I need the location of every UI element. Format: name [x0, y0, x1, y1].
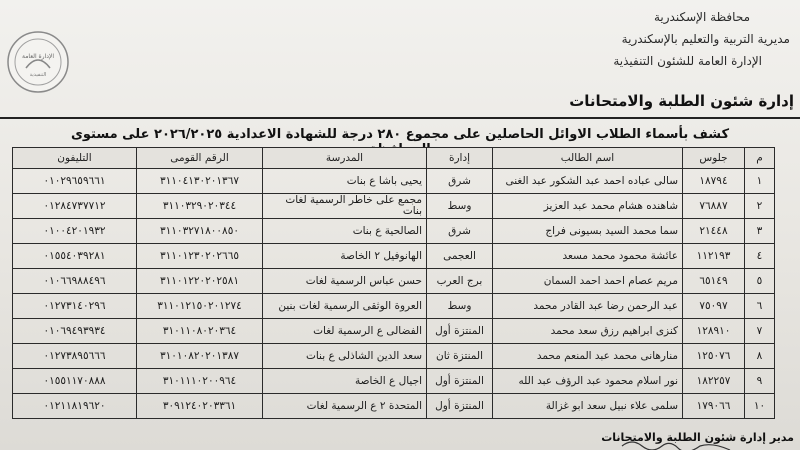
cell-school: حسن عباس الرسمية لغات: [263, 269, 427, 294]
cell-phone: ٠١٠٦٦٩٨٨٤٩٦: [13, 269, 137, 294]
cell-seat: ١١٢١٩٣: [683, 244, 745, 269]
signature-scribble: [620, 436, 760, 450]
col-index: م: [745, 148, 775, 169]
cell-national-id: ٣١١٠٤١٣٠٢٠١٣٦٧: [137, 169, 263, 194]
table-row: [13, 344, 775, 369]
cell-admin: المنتزة أول: [427, 319, 493, 344]
cell-admin: وسط: [427, 194, 493, 219]
col-phone: التليفون: [13, 148, 137, 169]
cell-admin: شرق: [427, 219, 493, 244]
cell-index: ٢: [745, 194, 775, 219]
cell-school: الهانوفيل ٢ الخاصة: [263, 244, 427, 269]
cell-seat: ١٢٨٩١٠: [683, 319, 745, 344]
cell-phone: ٠١٢٨٤٧٣٧٧١٢: [13, 194, 137, 219]
cell-seat: ٧٥٠٩٧: [683, 294, 745, 319]
cell-phone: ٠١٢١١٨١٩٦٢٠: [13, 394, 137, 419]
cell-phone: ٠١٢٧٣٨٩٥٦٦٦: [13, 344, 137, 369]
cell-index: ٩: [745, 369, 775, 394]
table-row: [13, 169, 775, 194]
cell-admin: شرق: [427, 169, 493, 194]
cell-phone: ٠١٠٢٩٦٥٩٦٦١: [13, 169, 137, 194]
cell-school: الفضالى ع الرسمية لغات: [263, 319, 427, 344]
cell-phone: ٠١٠٦٩٤٩٣٩٣٤: [13, 319, 137, 344]
department-title: إدارة شئون الطلبة والامتحانات: [569, 92, 794, 110]
table-row: [13, 244, 775, 269]
cell-index: ٧: [745, 319, 775, 344]
col-school: المدرسة: [263, 148, 427, 169]
cell-admin: المنتزة ثان: [427, 344, 493, 369]
cell-seat: ٧٦٨٨٧: [683, 194, 745, 219]
cell-index: ١: [745, 169, 775, 194]
cell-name: كنزى ابراهيم رزق سعد محمد: [493, 319, 683, 344]
cell-index: ٤: [745, 244, 775, 269]
cell-school: اجيال ع الخاصة: [263, 369, 427, 394]
table-row: [13, 369, 775, 394]
cell-index: ٨: [745, 344, 775, 369]
table-header-row: [13, 148, 775, 169]
governorate-line: محافظة الإسكندرية: [653, 10, 750, 24]
cell-name: مريم عصام احمد احمد السمان: [493, 269, 683, 294]
cell-national-id: ٣١١٠١٢١٥٠٢٠١٢٧٤: [137, 294, 263, 319]
cell-school: العروة الوثقى الرسمية لغات بنين: [263, 294, 427, 319]
cell-name: منارهانى محمد عبد المنعم محمد: [493, 344, 683, 369]
cell-school: المتحدة ٢ ع الرسمية لغات: [263, 394, 427, 419]
cell-index: ٦: [745, 294, 775, 319]
table-row: [13, 194, 775, 219]
table-row: [13, 394, 775, 419]
cell-phone: ٠١٢٧٣١٤٠٢٩٦: [13, 294, 137, 319]
cell-admin: المنتزة أول: [427, 369, 493, 394]
letterhead: [550, 6, 790, 72]
cell-name: سما محمد السيد بسيونى فراج: [493, 219, 683, 244]
cell-index: ١٠: [745, 394, 775, 419]
cell-admin: المنتزة أول: [427, 394, 493, 419]
cell-name: سالى عباده احمد عبد الشكور عبد الغنى: [493, 169, 683, 194]
cell-school: الصالحية ع بنات: [263, 219, 427, 244]
cell-index: ٥: [745, 269, 775, 294]
cell-national-id: ٣٠٩١٢٤٠٢٠٣٣٦١: [137, 394, 263, 419]
top-students-table: [12, 147, 775, 419]
sheet-title: كشف بأسماء الطلاب الاوائل الحاصلين على مجموع ٢٨٠ درجة للشهادة الاعدادية ٢٠٢٦/٢٠٢٥ على مستوى: [70, 127, 730, 142]
directorate-line: مديرية التربية والتعليم بالإسكندرية: [621, 32, 790, 46]
cell-name: سلمى علاء نبيل سعد ابو غزالة: [493, 394, 683, 419]
cell-index: ٣: [745, 219, 775, 244]
cell-seat: ١٧٩٠٦٦: [683, 394, 745, 419]
col-name: اسم الطالب: [493, 148, 683, 169]
cell-national-id: ٣١٠١١٠٨٠٢٠٣٦٤: [137, 319, 263, 344]
cell-seat: ١٢٥٠٧٦: [683, 344, 745, 369]
table-row: [13, 294, 775, 319]
cell-national-id: ٣١١٠١٢٢٠٢٠٢٥٨١: [137, 269, 263, 294]
cell-seat: ٦٥١٤٩: [683, 269, 745, 294]
svg-text:الإدارة العامة: الإدارة العامة: [21, 53, 55, 60]
signature-caption: مدير إدارة شئون الطلبة والامتحانات: [601, 431, 794, 444]
cell-phone: ٠١٥٥١١٧٠٨٨٨: [13, 369, 137, 394]
table-row: [13, 269, 775, 294]
header-divider: [0, 117, 800, 119]
cell-phone: ٠١٥٥٤٠٣٩٢٨١: [13, 244, 137, 269]
cell-national-id: ٣١٠١٠٨٢٠٢٠١٣٨٧: [137, 344, 263, 369]
cell-national-id: ٣١٠١١١٠٢٠٠٩٦٤: [137, 369, 263, 394]
cell-school: سعد الدين الشاذلى ع بنات: [263, 344, 427, 369]
cell-seat: ١٨٢٢٥٧: [683, 369, 745, 394]
cell-seat: ٢١٤٤٨: [683, 219, 745, 244]
cell-name: عبد الرحمن رضا عبد القادر محمد: [493, 294, 683, 319]
table-row: [13, 319, 775, 344]
cell-name: عائشة محمود محمد مسعد: [493, 244, 683, 269]
cell-national-id: ٣١١٠٣٢٧١٨٠٠٨٥٠: [137, 219, 263, 244]
cell-admin: وسط: [427, 294, 493, 319]
cell-name: نور اسلام محمود عبد الرؤف عبد الله: [493, 369, 683, 394]
col-national-id: الرقم القومى: [137, 148, 263, 169]
cell-school: يحيى باشا ع بنات: [263, 169, 427, 194]
cell-name: شاهنده هشام محمد عبد العزيز: [493, 194, 683, 219]
col-seat: جلوس: [683, 148, 745, 169]
cell-national-id: ٣١١٠٣٢٩٠٢٠٣٤٤: [137, 194, 263, 219]
administration-seal-logo: [6, 30, 70, 94]
cell-admin: برج العرب: [427, 269, 493, 294]
cell-national-id: ٣١١٠١٢٣٠٢٠٢٦٦٥: [137, 244, 263, 269]
table-row: [13, 219, 775, 244]
cell-school: مجمع على خاطر الرسمية لغات بنات: [263, 194, 427, 219]
administration-line: الإدارة العامة للشئون التنفيذية: [613, 54, 762, 68]
cell-phone: ٠١٠٠٤٢٠١٩٣٢: [13, 219, 137, 244]
cell-admin: العجمى: [427, 244, 493, 269]
cell-seat: ١٨٧٩٤: [683, 169, 745, 194]
col-admin: إدارة: [427, 148, 493, 169]
svg-text:التنفيذية: التنفيذية: [29, 72, 47, 78]
